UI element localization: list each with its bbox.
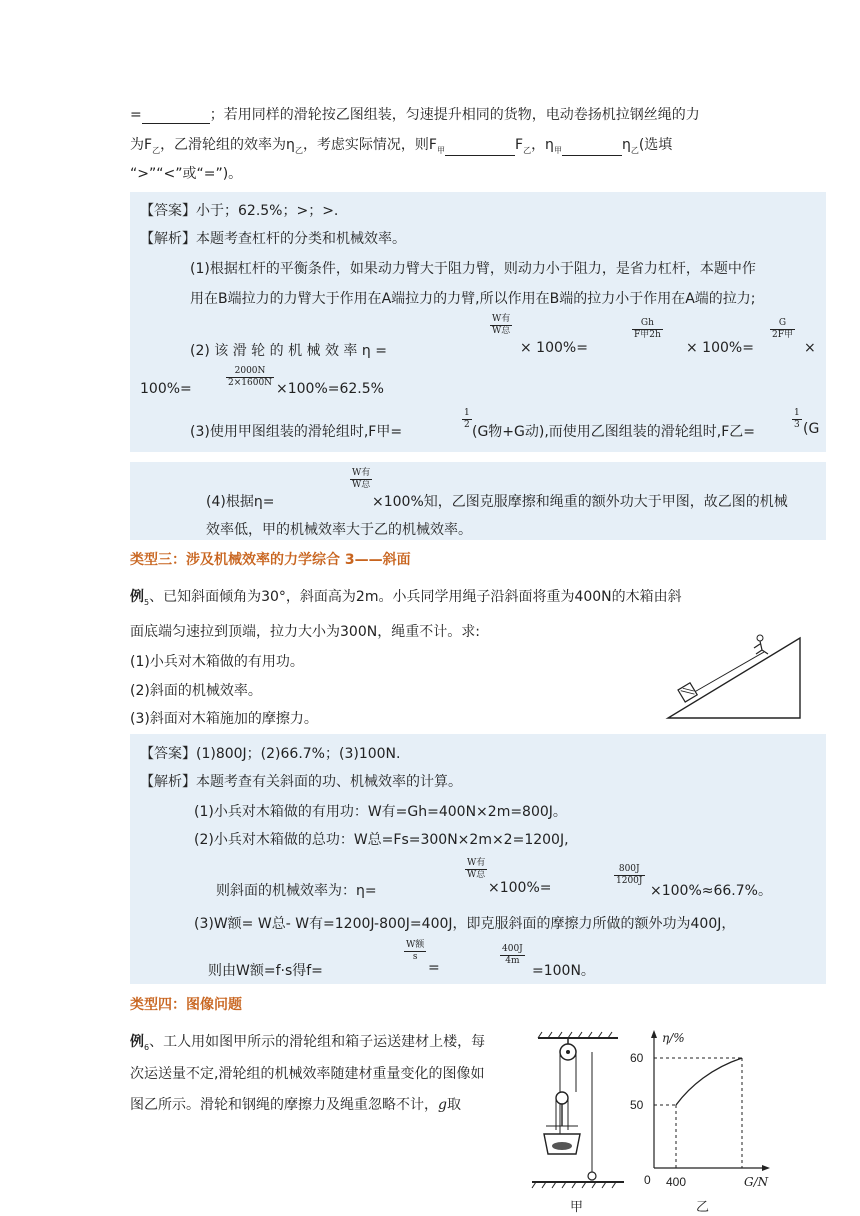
formula-text: × xyxy=(804,340,816,356)
efficiency-graph xyxy=(630,1028,780,1190)
formula-text: ×100%= xyxy=(488,880,552,896)
example-5-line-2: 面底端匀速拉到顶端，拉力大小为300N，绳重不计。求: xyxy=(130,624,480,640)
analysis-p1-b: 用在B端拉力的力臂大于作用在A端拉力的力臂,所以作用在B端的拉力小于作用在A端的拉力; xyxy=(190,291,756,307)
fraction: $\frac{1}{2}$ xyxy=(464,408,470,430)
formula-text: (G xyxy=(803,421,820,437)
fraction: $\frac{2000N}{2\times 1600N}$ xyxy=(228,366,273,388)
tick-400: 400 xyxy=(666,1175,687,1189)
answer-blank xyxy=(562,141,622,156)
analysis-l2: (2)小兵对木箱做的总功：W总=Fs=300N×2m×2=1200J, xyxy=(194,832,569,848)
analysis-p3-b: (G物+G动),而使用乙图组装的滑轮组时,F乙= xyxy=(472,424,756,440)
intro-line-3: “>”“<”或“=”)。 xyxy=(130,166,243,182)
fraction: W有 W总 xyxy=(492,314,511,336)
analysis-l5-a: 则由W额=f·s得f= xyxy=(208,963,323,979)
answer-line: 【答案】小于；62.5%；>；>. xyxy=(140,203,339,219)
analysis-p4-b: ×100%知，乙图克服摩擦和绳重的额外功大于甲图，故乙图的机械 xyxy=(372,494,788,510)
analysis-p2-label: (2) 该 滑 轮 的 机 械 效 率 η = xyxy=(190,343,387,359)
formula-text: ×100%≈66.7%。 xyxy=(650,883,772,899)
tick-50: 50 xyxy=(630,1098,644,1112)
formula-text: 100%= xyxy=(140,381,192,397)
fraction: $\frac{800J}{1200J}$ xyxy=(616,864,643,886)
answer-blank xyxy=(445,141,515,156)
formula-text: = xyxy=(428,960,440,976)
intro-line-2: 为$F_乙$，乙滑轮组的效率为$\eta_乙$，考虑实际情况，则$F_甲$ $F_乙$，$\eta_甲$ $\eta_乙$(选填 xyxy=(130,137,673,155)
inclined-plane-figure xyxy=(664,632,804,722)
efficiency-curve xyxy=(676,1058,742,1105)
question-2: (2)斜面的机械效率。 xyxy=(130,683,262,699)
intro-line-1: = ；若用同样的滑轮按乙图组装，匀速提升相同的货物，电动卷扬机拉钢丝绳的力 xyxy=(130,107,700,123)
figure-caption: 乙 xyxy=(696,1200,710,1215)
section-heading: 类型三：涉及机械效率的力学综合 3——斜面 xyxy=(130,552,411,568)
analysis-l3-a: 则斜面的机械效率为：η= xyxy=(216,883,377,899)
formula-text: × 100%= xyxy=(520,340,588,356)
analysis-l4: (3)W额= W总- W有=1200J-800J=400J，即克服斜面的摩擦力所做的额外功为400J， xyxy=(194,916,736,932)
example-6-line-1: 例$_6$、工人用如图甲所示的滑轮组和箱子运送建材上楼，每 xyxy=(130,1034,486,1052)
example-6-line-2: 次运送量不定,滑轮组的机械效率随建材重量变化的图像如 xyxy=(130,1066,485,1082)
example-6-line-3: 图乙所示。滑轮和钢绳的摩擦力及绳重忽略不计，g取 xyxy=(130,1097,461,1113)
answer-line: 【答案】(1)800J；(2)66.7%；(3)100N. xyxy=(140,746,401,762)
analysis-p4-a: (4)根据η= xyxy=(206,494,275,510)
fraction: $\frac{1}{3}$ xyxy=(794,408,800,430)
fraction: W有 W总 xyxy=(467,858,486,880)
answer-blank xyxy=(142,109,210,124)
fraction: Gh F甲2h xyxy=(634,318,661,340)
figure-caption: 甲 xyxy=(570,1200,584,1215)
question-1: (1)小兵对木箱做的有用功。 xyxy=(130,654,304,670)
x-axis-label: G/N xyxy=(744,1175,769,1189)
analysis-line: 【解析】本题考查杠杆的分类和机械效率。 xyxy=(140,231,406,247)
y-axis-label: η/% xyxy=(662,1031,685,1045)
formula-text: ×100%=62.5% xyxy=(276,381,384,397)
analysis-p4-c: 效率低，甲的机械效率大于乙的机械效率。 xyxy=(206,522,472,538)
tick-0: 0 xyxy=(644,1173,651,1187)
pulley-system-figure xyxy=(528,1030,628,1200)
analysis-p1-a: (1)根据杠杆的平衡条件，如果动力臂大于阻力臂，则动力小于阻力，是省力杠杆，本题中作 xyxy=(190,261,756,277)
tick-60: 60 xyxy=(630,1051,644,1065)
analysis-line: 【解析】本题考查有关斜面的功、机械效率的计算。 xyxy=(140,774,462,790)
section-heading: 类型四：图像问题 xyxy=(130,997,242,1013)
analysis-p3-a: (3)使用甲图组装的滑轮组时,F甲= xyxy=(190,424,403,440)
analysis-l1: (1)小兵对木箱做的有用功：W有=Gh=400N×2m=800J。 xyxy=(194,804,567,820)
example-5-line-1: 例$_5$、已知斜面倾角为30°，斜面高为2m。小兵同学用绳子沿斜面将重为400N的木箱由斜 xyxy=(130,589,682,607)
question-3: (3)斜面对木箱施加的摩擦力。 xyxy=(130,711,318,727)
fraction: G 2F甲 xyxy=(772,318,793,340)
formula-text: =100N。 xyxy=(532,963,595,979)
fraction: W有 W总 xyxy=(352,468,371,490)
fraction: W额 s xyxy=(406,940,425,962)
formula-text: × 100%= xyxy=(686,340,754,356)
fraction: $\frac{400J}{4m}$ xyxy=(502,944,523,966)
